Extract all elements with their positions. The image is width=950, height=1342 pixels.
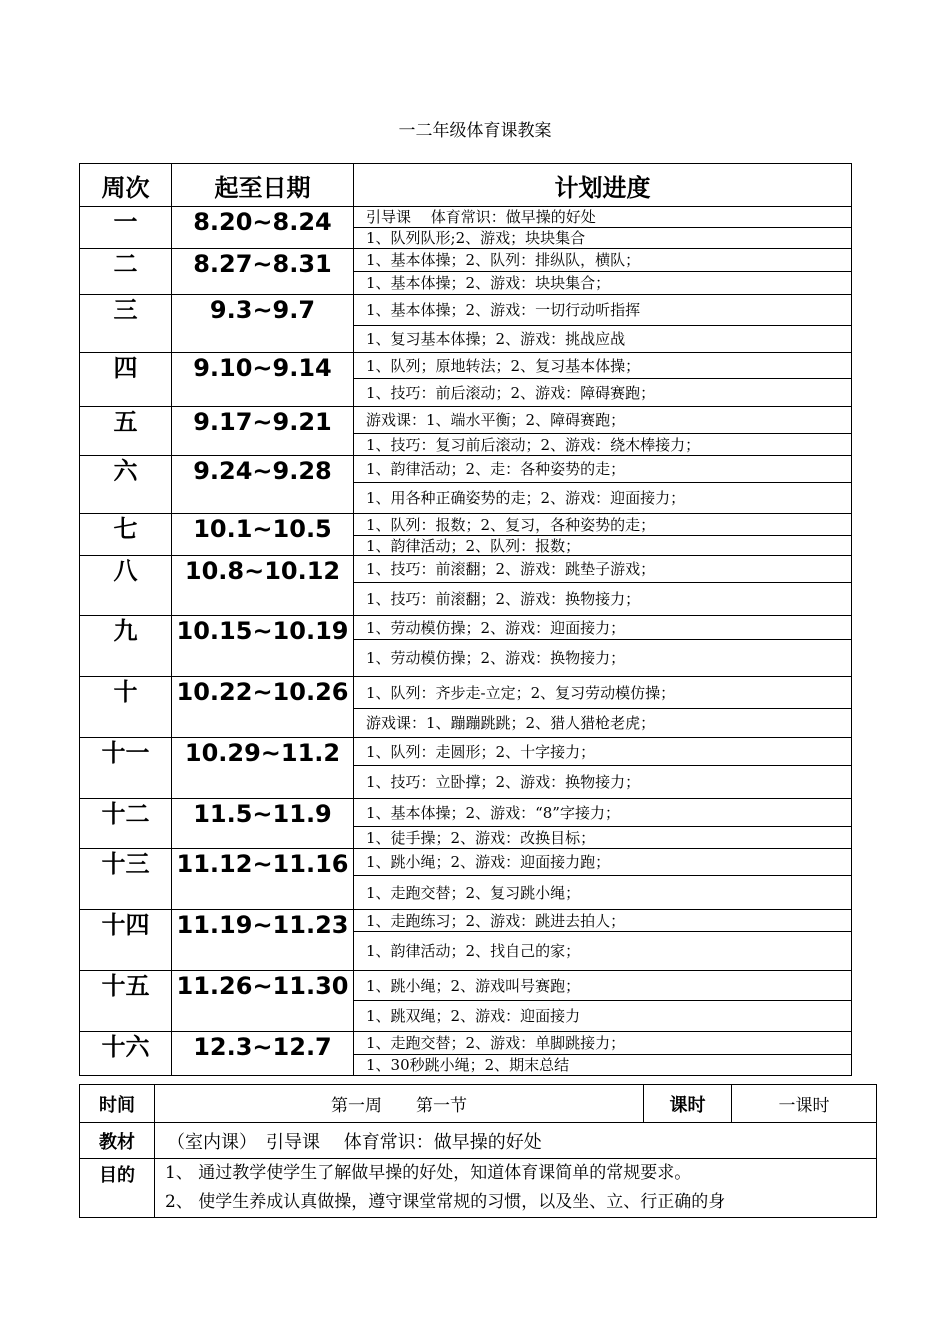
week-number: 八 [80, 556, 172, 616]
schedule-row [80, 353, 852, 379]
schedule-row [80, 514, 852, 536]
week-number: 十一 [80, 738, 172, 799]
schedule-row [80, 616, 852, 640]
week-number: 十六 [80, 1032, 172, 1076]
plan-item: 1、队列：齐步走-立定；2、复习劳动模仿操； [354, 677, 852, 709]
week-number: 一 [80, 207, 172, 249]
week-number: 五 [80, 407, 172, 456]
plan-item: 1、韵律活动；2、找自己的家； [354, 932, 852, 971]
plan-item: 1、徒手操；2、游戏：改换目标； [354, 827, 852, 849]
period-label: 课时 [644, 1085, 732, 1123]
date-range: 11.26~11.30 [172, 971, 354, 1032]
plan-item: 1、走跑练习；2、游戏：跳进去拍人； [354, 910, 852, 932]
week-number: 三 [80, 295, 172, 353]
schedule-row [80, 407, 852, 434]
date-range: 11.19~11.23 [172, 910, 354, 971]
schedule-row [80, 456, 852, 483]
plan-item: 1、基本体操；2、游戏：块块集合； [354, 272, 852, 295]
plan-item: 引导课 体育常识：做早操的好处 [354, 207, 852, 228]
document-title: 一二年级体育课教案 [398, 121, 552, 141]
period-value: 一课时 [732, 1085, 877, 1123]
material-value: （室内课） 引导课 体育常识：做早操的好处 [155, 1123, 877, 1159]
lesson-goal-row [80, 1159, 877, 1218]
schedule-row [80, 249, 852, 272]
header-plan: 计划进度 [354, 164, 852, 207]
plan-item: 游戏课：1、蹦蹦跳跳；2、猎人猎枪老虎； [354, 709, 852, 738]
date-range: 10.29~11.2 [172, 738, 354, 799]
schedule-row [80, 849, 852, 876]
date-range: 8.20~8.24 [172, 207, 354, 249]
plan-item: 1、用各种正确姿势的走；2、游戏：迎面接力； [354, 483, 852, 514]
week-number: 七 [80, 514, 172, 556]
plan-item: 1、队列；原地转法；2、复习基本体操； [354, 353, 852, 379]
date-range: 8.27~8.31 [172, 249, 354, 295]
plan-item: 1、基本体操；2、队列：排纵队，横队； [354, 249, 852, 272]
date-range: 9.3~9.7 [172, 295, 354, 353]
plan-item: 1、跳小绳；2、游戏叫号赛跑； [354, 971, 852, 1001]
plan-item: 1、基本体操；2、游戏：一切行动听指挥 [354, 295, 852, 326]
date-range: 9.17~9.21 [172, 407, 354, 456]
week-number: 十 [80, 677, 172, 738]
plan-item: 1、技巧：复习前后滚动；2、游戏：绕木棒接力； [354, 434, 852, 456]
plan-item: 1、队列：报数；2、复习，各种姿势的走； [354, 514, 852, 536]
date-range: 9.10~9.14 [172, 353, 354, 407]
schedule-row [80, 1032, 852, 1055]
week-number: 二 [80, 249, 172, 295]
date-range: 11.12~11.16 [172, 849, 354, 910]
date-range: 10.1~10.5 [172, 514, 354, 556]
plan-item: 1、队列队形;2、游戏；块块集合 [354, 228, 852, 249]
plan-item: 1、走跑交替；2、游戏：单脚跳接力； [354, 1032, 852, 1055]
plan-item: 1、技巧：前滚翻；2、游戏：跳垫子游戏； [354, 556, 852, 583]
week-number: 四 [80, 353, 172, 407]
plan-item: 1、韵律活动；2、走：各种姿势的走； [354, 456, 852, 483]
plan-item: 1、跳双绳；2、游戏：迎面接力 [354, 1001, 852, 1032]
schedule-row [80, 971, 852, 1001]
plan-item: 1、队列：走圆形；2、十字接力； [354, 738, 852, 766]
schedule-row [80, 799, 852, 827]
plan-item: 1、技巧：立卧撑；2、游戏：换物接力； [354, 766, 852, 799]
time-label: 时间 [80, 1085, 155, 1123]
schedule-row [80, 207, 852, 228]
date-range: 11.5~11.9 [172, 799, 354, 849]
schedule-header-row [80, 164, 852, 207]
material-label: 教材 [80, 1123, 155, 1159]
date-range: 10.8~10.12 [172, 556, 354, 616]
plan-item: 1、劳动模仿操；2、游戏：换物接力； [354, 640, 852, 677]
header-date: 起至日期 [172, 164, 354, 207]
goal-item-1: 1、 通过教学使学生了解做早操的好处，知道体育课简单的常规要求。 [165, 1163, 692, 1183]
date-range: 10.15~10.19 [172, 616, 354, 677]
week-number: 九 [80, 616, 172, 677]
date-range: 10.22~10.26 [172, 677, 354, 738]
schedule-table [79, 163, 852, 1076]
plan-item: 1、基本体操；2、游戏：“8”字接力； [354, 799, 852, 827]
week-number: 六 [80, 456, 172, 514]
schedule-row [80, 677, 852, 709]
date-range: 9.24~9.28 [172, 456, 354, 514]
schedule-row [80, 556, 852, 583]
plan-item: 1、30秒跳小绳；2、期末总结 [354, 1055, 852, 1076]
week-number: 十三 [80, 849, 172, 910]
time-value: 第一周 第一节 [155, 1085, 644, 1123]
lesson-plan-table [79, 1084, 877, 1218]
plan-item: 1、复习基本体操；2、游戏：挑战应战 [354, 326, 852, 353]
schedule-row [80, 295, 852, 326]
goal-list [155, 1159, 877, 1218]
goal-label: 目的 [80, 1159, 155, 1218]
plan-item: 游戏课：1、端水平衡；2、障碍赛跑； [354, 407, 852, 434]
schedule-row [80, 738, 852, 766]
goal-item-2: 2、 使学生养成认真做操，遵守课堂常规的习惯，以及坐、立、行正确的身 [165, 1192, 726, 1212]
plan-item: 1、劳动模仿操；2、游戏：迎面接力； [354, 616, 852, 640]
schedule-row [80, 910, 852, 932]
schedule-body [80, 207, 852, 1076]
date-range: 12.3~12.7 [172, 1032, 354, 1076]
lesson-time-row [80, 1085, 877, 1123]
plan-item: 1、韵律活动；2、队列：报数； [354, 536, 852, 556]
plan-item: 1、跳小绳；2、游戏：迎面接力跑； [354, 849, 852, 876]
week-number: 十四 [80, 910, 172, 971]
plan-item: 1、技巧：前滚翻；2、游戏：换物接力； [354, 583, 852, 616]
lesson-material-row [80, 1123, 877, 1159]
header-week: 周次 [80, 164, 172, 207]
plan-item: 1、技巧：前后滚动；2、游戏：障碍赛跑； [354, 379, 852, 407]
week-number: 十五 [80, 971, 172, 1032]
plan-item: 1、走跑交替；2、复习跳小绳； [354, 876, 852, 910]
week-number: 十二 [80, 799, 172, 849]
